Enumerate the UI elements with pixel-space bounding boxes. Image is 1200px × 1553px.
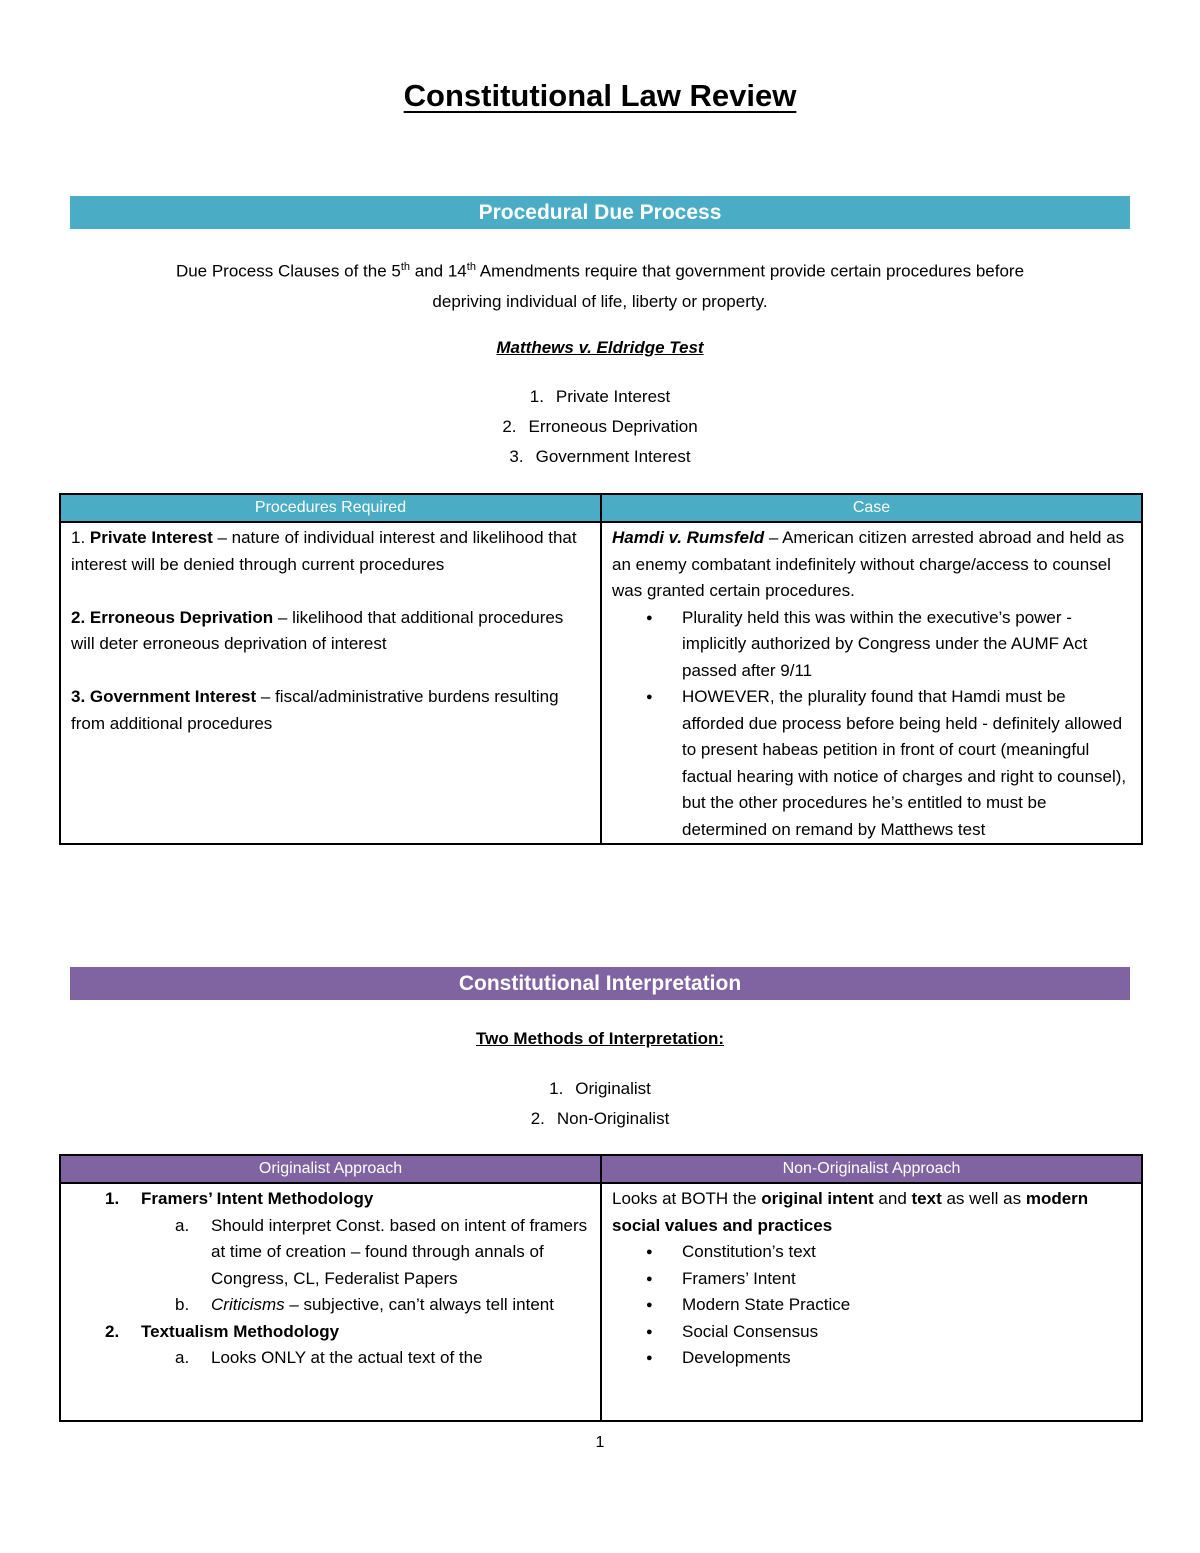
list-item: 1. Originalist	[549, 1079, 651, 1098]
case-cell	[601, 522, 1142, 844]
list-item: ● Social Consensus	[682, 1319, 1131, 1346]
page-title: Constitutional Law Review	[403, 78, 797, 113]
non-originalist-cell	[601, 1183, 1142, 1421]
test-heading-wrap	[0, 333, 1200, 363]
table-header: Originalist Approach	[60, 1155, 601, 1183]
list-item: ● Constitution’s text	[682, 1239, 1131, 1266]
pdp-intro	[0, 252, 1200, 317]
list-item: 1. Private Interest	[529, 387, 671, 406]
case-intro: Hamdi v. Rumsfeld – American citizen arrested abroad and held as an enemy combatant indefinitely without charge/access to counsel was granted certain procedures.	[612, 528, 1125, 600]
list-item: ● Plurality held this was within the executive’s power - implicitly authorized by Congress under the AUMF Act passed after 9/11	[682, 605, 1131, 685]
procedure-item: 1. Private Interest – nature of individual interest and likelihood that interest will be denied through current procedures	[71, 528, 577, 574]
pdp-intro-line2: depriving individual of life, liberty or property.	[432, 291, 768, 311]
list-item: ● Framers’ Intent	[682, 1266, 1131, 1293]
list-item: 2. Erroneous Deprivation	[502, 417, 698, 436]
procedure-item: 3. Government Interest – fiscal/administrative burdens resulting from additional procedures	[71, 687, 559, 733]
table-header: Procedures Required	[60, 494, 601, 522]
page-number: 1	[595, 1434, 605, 1451]
procedures-table	[59, 493, 1143, 845]
list-item: b. Criticisms – subjective, can’t always tell intent	[175, 1295, 554, 1314]
table-header: Case	[601, 494, 1142, 522]
methods-heading: Two Methods of Interpretation:	[475, 1029, 725, 1048]
methodology-list	[71, 1186, 590, 1372]
list-item: a. Should interpret Const. based on intent of framers at time of creation – found through annals of Congress, CL, Federalist Papers	[175, 1215, 588, 1288]
case-bullets	[612, 605, 1131, 844]
section-banner-constitutional-interpretation: Constitutional Interpretation	[70, 967, 1130, 1000]
originalist-cell	[60, 1183, 601, 1421]
list-item: 1. Framers’ Intent Methodology a. Should interpret Const. based on intent of framers at time of creation – found through annals of Congress, CL, Federalist Papers b. Criticisms – subjective, can’t always tell intent	[71, 1186, 590, 1319]
pdp-intro-line1: Due Process Clauses of the 5th and 14th Amendments require that government provide certain procedures before	[175, 261, 1025, 281]
procedures-cell	[60, 522, 601, 844]
test-list	[0, 382, 1200, 472]
list-item: 3. Government Interest	[509, 447, 691, 466]
approach-table	[59, 1154, 1143, 1422]
non-originalist-bullets	[612, 1239, 1131, 1372]
section-banner-procedural-due-process: Procedural Due Process	[70, 196, 1130, 229]
non-originalist-intro: Looks at BOTH the original intent and text as well as modern social values and practices	[612, 1189, 1089, 1235]
test-heading: Matthews v. Eldridge Test	[496, 338, 704, 357]
list-item: a. Looks ONLY at the actual text of the	[175, 1348, 483, 1367]
methods-heading-wrap	[0, 1024, 1200, 1054]
table-header: Non-Originalist Approach	[601, 1155, 1142, 1183]
list-item: ● Developments	[682, 1345, 1131, 1372]
methods-list	[0, 1074, 1200, 1134]
procedure-item: 2. Erroneous Deprivation – likelihood that additional procedures will deter erroneous deprivation of interest	[71, 607, 564, 653]
list-item: 2. Textualism Methodology a. Looks ONLY at the actual text of the	[71, 1319, 590, 1372]
list-item: 2. Non-Originalist	[530, 1109, 670, 1128]
list-item: ● HOWEVER, the plurality found that Hamdi must be afforded due process before being held - definitely allowed to present habeas petition in front of court (meaningful factual hearing with notice of charges and right to counsel), but the other procedures he’s entitled to must be determined on remand by Matthews test	[682, 684, 1131, 843]
list-item: ● Modern State Practice	[682, 1292, 1131, 1319]
